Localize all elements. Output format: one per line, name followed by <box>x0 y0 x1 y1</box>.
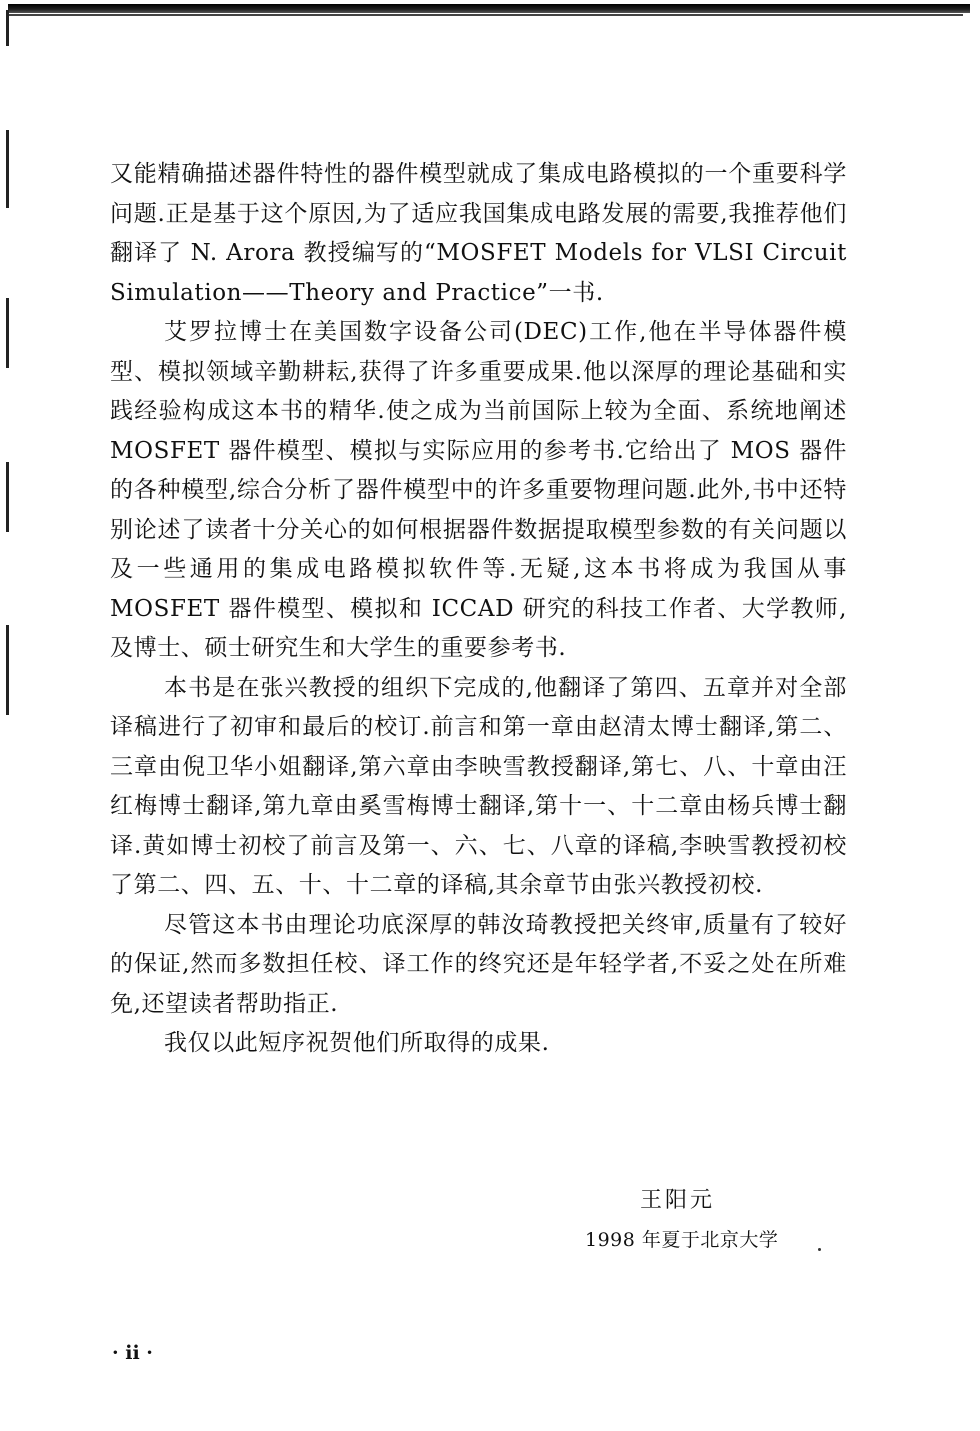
signature-name: 王阳元 <box>640 1188 716 1213</box>
margin-mark <box>6 625 9 715</box>
top-rule <box>8 4 970 13</box>
signature-date: 1998 年夏于北京大学 <box>585 1229 779 1251</box>
margin-mark <box>6 462 9 532</box>
paragraph-continuation: 又能精确描述器件特性的器件模型就成了集成电路模拟的一个重要科学问题.正是基于这个原因,为了适应我国集成电路发展的需要,我推荐他们翻译了 N. Arora 教授编写的“MOSFET Models for VLSI Circuit Simulation——Theory and Practice”一书. <box>110 161 847 306</box>
paragraph-arora: 艾罗拉博士在美国数字设备公司(DEC)工作,他在半导体器件模型、模拟领域辛勤耕耘,获得了许多重要成果.他以深厚的理论基础和实践经验构成这本书的精华.使之成为当前国际上较为全面、系统地阐述 MOSFET 器件模型、模拟与实际应用的参考书.它给出了 MOS 器件的各种模型,综合分析了器件模型中的许多重要物理问题.此外,书中还特别论述了读者十分关心的如何根据器件数据提取模型参数的有关问题以及一些通用的集成电路模拟软件等.无疑,这本书将成为我国从事 MOSFET 器件模型、模拟和 ICCAD 研究的科技工作者、大学教师,及博士、硕士研究生和大学生的重要参考书. <box>110 319 847 661</box>
paragraph-translators: 本书是在张兴教授的组织下完成的,他翻译了第四、五章并对全部译稿进行了初审和最后的校订.前言和第一章由赵清太博士翻译,第二、三章由倪卫华小姐翻译,第六章由李映雪教授翻译,第七、八、十章由汪红梅博士翻译,第九章由奚雪梅博士翻译,第十一、十二章由杨兵博士翻译.黄如博士初校了前言及第一、六、七、八章的译稿,李映雪教授初校了第二、四、五、十、十二章的译稿,其余章节由张兴教授初校. <box>110 674 847 898</box>
top-rule-thin <box>8 14 963 16</box>
page-number: · ii · <box>112 1342 153 1364</box>
stray-dot <box>818 1248 821 1251</box>
paragraph-closing: 我仅以此短序祝贺他们所取得的成果. <box>164 1030 550 1056</box>
margin-mark <box>6 298 9 368</box>
margin-mark <box>6 130 9 208</box>
margin-mark <box>6 10 9 46</box>
paragraph-review: 尽管这本书由理论功底深厚的韩汝琦教授把关终审,质量有了较好的保证,然而多数担任校、译工作的终究还是年轻学者,不妥之处在所难免,还望读者帮助指正. <box>110 911 847 1017</box>
preface-body <box>110 155 847 1064</box>
